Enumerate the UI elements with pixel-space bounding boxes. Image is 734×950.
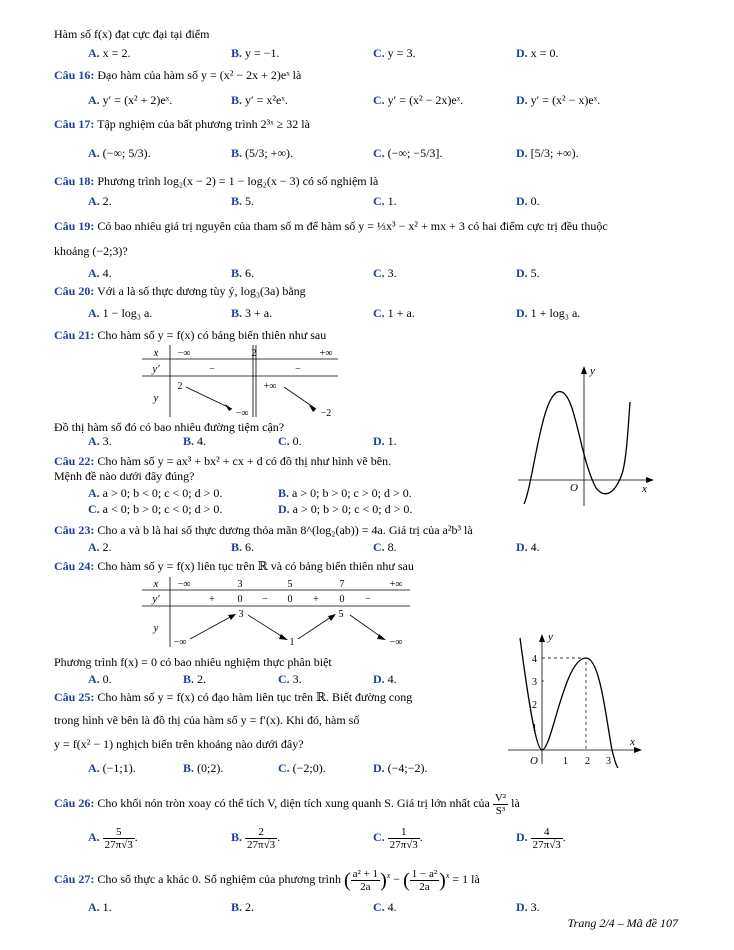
q22-origin-label: O bbox=[570, 482, 578, 494]
q15-stem: Hàm số f(x) đạt cực đại tại điểm bbox=[54, 27, 210, 41]
q26-option-d: D. $\frac{4}{27\pi√3}$ . bbox=[516, 825, 566, 851]
q27-option-b: B. 2. bbox=[231, 900, 255, 914]
q18-option-b: B. 5. bbox=[231, 194, 255, 208]
q24-x-pos-inf: +∞ bbox=[389, 579, 403, 590]
q22-graph bbox=[518, 362, 658, 507]
q24-sign-2: − bbox=[262, 594, 268, 605]
q24-stem: Câu 24: Cho hàm số y = f(x) liên tục trên ℝ và có bảng biến thiên như sau bbox=[54, 559, 414, 573]
q24-sign-4: − bbox=[365, 594, 371, 605]
q21-variation-table bbox=[140, 343, 340, 419]
q15-option-c: C. y = 3. bbox=[373, 46, 416, 60]
q23-stem: Câu 23: Cho a và b là hai số thực dương thỏa mãn 8^(log₂(ab)) = 4a. Giá trị của a²b³ là bbox=[54, 523, 473, 537]
q18-option-d: D. 0. bbox=[516, 194, 540, 208]
q21-y-pos-inf: +∞ bbox=[263, 381, 277, 392]
q25-tick-x3: 3 bbox=[606, 756, 611, 767]
q27-option-c: C. 4. bbox=[373, 900, 397, 914]
q27-option-a: A. 1. bbox=[88, 900, 112, 914]
q24-yprime-label: y′ bbox=[152, 593, 160, 605]
q25-tick-x2: 2 bbox=[585, 756, 590, 767]
q20-option-a: A. 1 − log₃ a. bbox=[88, 306, 153, 320]
q16-option-b: B. y′ = x²eˣ. bbox=[231, 93, 288, 107]
q21-x-neg-inf: −∞ bbox=[177, 348, 191, 359]
q25-option-b: B. (0;2). bbox=[183, 761, 224, 775]
q23-option-c: C. 8. bbox=[373, 540, 397, 554]
q18-option-c: C. 1. bbox=[373, 194, 397, 208]
q25-y-label: y bbox=[548, 631, 553, 643]
q26-stem: Câu 26: Cho khối nón tròn xoay có thể tích V, diện tích xung quanh S. Giá trị lớn nhất của $\frac{\text{V²}}{\text{S³}}$ là bbox=[54, 791, 520, 817]
q24-x-neg-inf: −∞ bbox=[177, 579, 191, 590]
q17-option-b: B. (5/3; +∞). bbox=[231, 146, 293, 160]
q24-y-1: 1 bbox=[289, 637, 295, 648]
q20-option-b: B. 3 + a. bbox=[231, 306, 273, 320]
q18-option-a: A. 2. bbox=[88, 194, 112, 208]
q19-option-d: D. 5. bbox=[516, 266, 540, 280]
q21-arrow-1 bbox=[186, 387, 232, 409]
q24-zero-2: 0 bbox=[287, 594, 293, 605]
q21-option-b: B. 4. bbox=[183, 434, 207, 448]
q21-stem-2: Đồ thị hàm số đó có bao nhiêu đường tiệm cận? bbox=[54, 420, 285, 434]
q17-option-a: A. (−∞; 5/3). bbox=[88, 146, 151, 160]
q24-variation-table bbox=[140, 575, 412, 649]
q24-option-d: D. 4. bbox=[373, 672, 397, 686]
q25-tick-y1: 1 bbox=[532, 723, 537, 734]
q25-stem-3: y = f(x² − 1) nghịch biến trên khoảng nào dưới đây? bbox=[54, 737, 304, 751]
q26-option-b: B. $\frac{2}{27\pi√3}$ . bbox=[231, 825, 281, 851]
q22-option-d: D. a > 0; b > 0; c < 0; d > 0. bbox=[278, 502, 413, 516]
q24-option-b: B. 2. bbox=[183, 672, 207, 686]
q21-y-label: y bbox=[153, 392, 159, 404]
q24-x-5: 5 bbox=[287, 579, 293, 590]
q24-sign-3: + bbox=[313, 594, 319, 605]
q16-stem: Câu 16: Đạo hàm của hàm số y = (x² − 2x + 2)eˣ là bbox=[54, 68, 302, 82]
q22-option-c: C. a < 0; b > 0; c < 0; d > 0. bbox=[88, 502, 223, 516]
q25-option-a: A. (−1;1). bbox=[88, 761, 136, 775]
q22-option-b: B. a > 0; b > 0; c > 0; d > 0. bbox=[278, 486, 412, 500]
q25-tick-y3: 3 bbox=[532, 677, 537, 688]
q25-stem: Câu 25: Cho hàm số y = f(x) có đạo hàm liên tục trên ℝ. Biết đường cong bbox=[54, 690, 413, 704]
q21-x-label: x bbox=[153, 347, 159, 359]
q24-y-label: y bbox=[153, 622, 159, 634]
q24-y-3: 3 bbox=[238, 609, 244, 620]
q21-option-d: D. 1. bbox=[373, 434, 397, 448]
q23-option-a: A. 2. bbox=[88, 540, 112, 554]
q21-y-neg-inf: −∞ bbox=[235, 408, 249, 419]
q21-stem: Câu 21: Cho hàm số y = f(x) có bảng biến thiên như sau bbox=[54, 328, 327, 342]
q25-option-c: C. (−2;0). bbox=[278, 761, 326, 775]
q17-option-c: C. (−∞; −5/3]. bbox=[373, 146, 443, 160]
q19-stem-2: khoảng (−2;3)? bbox=[54, 244, 128, 258]
q25-origin-label: O bbox=[530, 755, 538, 767]
q24-zero-1: 0 bbox=[237, 594, 243, 605]
q20-option-c: C. 1 + a. bbox=[373, 306, 415, 320]
q21-x-pos-inf: +∞ bbox=[319, 348, 333, 359]
q15-option-d: D. x = 0. bbox=[516, 46, 559, 60]
q24-x-7: 7 bbox=[339, 579, 345, 590]
q17-stem: Câu 17: Tập nghiệm của bất phương trình 2³ˣ ≥ 32 là bbox=[54, 117, 310, 131]
q19-option-b: B. 6. bbox=[231, 266, 255, 280]
q21-yprime-label: y′ bbox=[152, 363, 160, 375]
q16-option-d: D. y′ = (x² − x)eˣ. bbox=[516, 93, 601, 107]
q21-sign-1: − bbox=[209, 364, 215, 375]
q25-tick-y4: 4 bbox=[532, 654, 537, 665]
q19-option-c: C. 3. bbox=[373, 266, 397, 280]
q15-option-b: B. y = −1. bbox=[231, 46, 280, 60]
q27-option-d: D. 3. bbox=[516, 900, 540, 914]
q21-option-a: A. 3. bbox=[88, 434, 112, 448]
q21-arrow-2 bbox=[284, 387, 316, 409]
q23-option-b: B. 6. bbox=[231, 540, 255, 554]
q27-stem: Câu 27: Cho số thực a khác 0. Số nghiệm của phương trình ( $\frac{\text{a² + 1}}{2a}$ )$^x$ − ( $\frac{\text{1 − a²}}{2a}$ )$^x$ = 1 là bbox=[54, 867, 480, 893]
q22-y-label: y bbox=[590, 365, 595, 377]
q25-stem-2: trong hình vẽ bên là đồ thị của hàm số y = f′(x). Khi đó, hàm số bbox=[54, 713, 360, 727]
q23-option-d: D. 4. bbox=[516, 540, 540, 554]
q24-x-label: x bbox=[153, 578, 159, 590]
q24-sign-1: + bbox=[209, 594, 215, 605]
q25-x-label: x bbox=[630, 736, 635, 748]
q24-x-3: 3 bbox=[237, 579, 243, 590]
q17-option-d: D. [5/3; +∞). bbox=[516, 146, 579, 160]
q19-option-a: A. 4. bbox=[88, 266, 112, 280]
q21-y-neg2: −2 bbox=[320, 408, 332, 419]
q24-y-neg-inf-2: −∞ bbox=[389, 637, 403, 648]
q22-stem-2: Mệnh đề nào dưới đây đúng? bbox=[54, 469, 195, 483]
q21-sign-2: − bbox=[295, 364, 301, 375]
q26-option-c: C. $\frac{1}{27\pi√3}$ . bbox=[373, 825, 423, 851]
q24-zero-3: 0 bbox=[339, 594, 345, 605]
q26-option-a: A. $\frac{5}{27\pi√3}$ . bbox=[88, 825, 138, 851]
q26-fraction: $\frac{\text{V²}}{\text{S³}}$ bbox=[494, 791, 507, 817]
q21-y-two: 2 bbox=[177, 381, 183, 392]
q25-option-d: D. (−4;−2). bbox=[373, 761, 428, 775]
q21-x-two: 2 bbox=[251, 348, 257, 359]
q16-option-c: C. y′ = (x² − 2x)eˣ. bbox=[373, 93, 464, 107]
q20-option-d: D. 1 + log₃ a. bbox=[516, 306, 581, 320]
q24-option-c: C. 3. bbox=[278, 672, 302, 686]
q22-option-a: A. a > 0; b < 0; c < 0; d > 0. bbox=[88, 486, 223, 500]
q15-option-a: A. x = 2. bbox=[88, 46, 131, 60]
q22-x-label: x bbox=[642, 483, 647, 495]
q24-y-neg-inf: −∞ bbox=[173, 637, 187, 648]
q22-stem: Câu 22: Cho hàm số y = ax³ + bx² + cx + d có đồ thị như hình vẽ bên. bbox=[54, 454, 392, 468]
q25-tick-y2: 2 bbox=[532, 700, 537, 711]
q21-option-c: C. 0. bbox=[278, 434, 302, 448]
q24-stem-2: Phương trình f(x) = 0 có bao nhiêu nghiệm thực phân biệt bbox=[54, 655, 332, 669]
q24-option-a: A. 0. bbox=[88, 672, 112, 686]
q18-stem: Câu 18: Phương trình log₂(x − 2) = 1 − log₂(x − 3) có số nghiệm là bbox=[54, 174, 379, 188]
q24-y-5: 5 bbox=[338, 609, 344, 620]
q16-option-a: A. y′ = (x² + 2)eˣ. bbox=[88, 93, 173, 107]
q25-tick-x1: 1 bbox=[563, 756, 568, 767]
q20-stem: Câu 20: Với a là số thực dương tùy ý, log₃(3a) bằng bbox=[54, 284, 306, 298]
q19-stem: Câu 19: Có bao nhiêu giá trị nguyên của tham số m để hàm số y = ⅓x³ − x² + mx + 3 có hai điểm cực trị đều thuộc bbox=[54, 219, 608, 233]
page-footer: Trang 2/4 – Mã đề 107 bbox=[567, 916, 678, 930]
